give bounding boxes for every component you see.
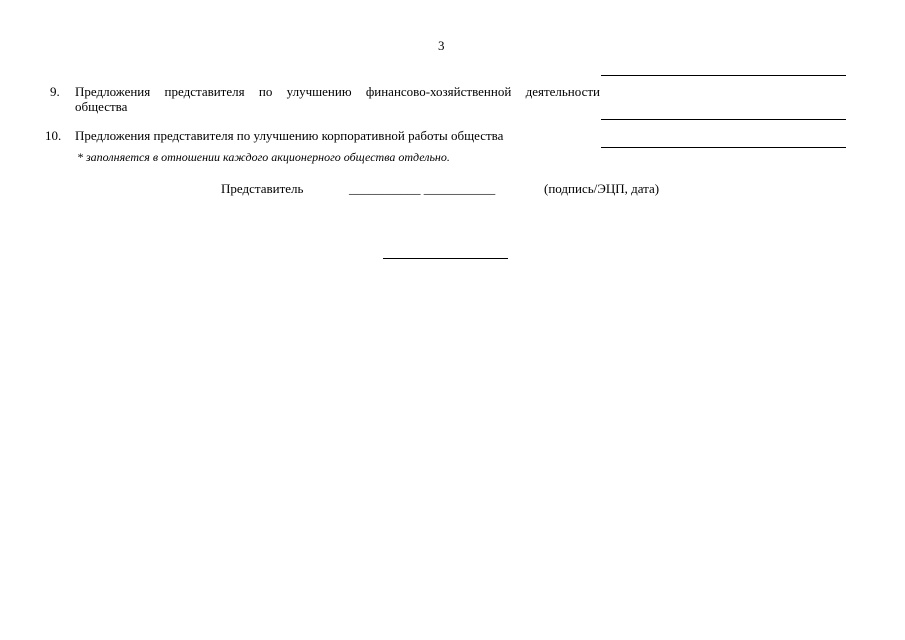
footnote: * заполняется в отношении каждого акционерного общества отдельно. xyxy=(77,150,450,164)
list-item-text xyxy=(75,84,600,114)
list-item-number: 9. xyxy=(50,84,60,99)
list-item-text-line2: общества xyxy=(75,99,128,114)
answer-line-item-9-top xyxy=(601,75,846,76)
answer-line-item-10 xyxy=(601,147,846,148)
list-item-9 xyxy=(50,84,600,114)
list-item-10 xyxy=(45,128,600,143)
answer-line-item-9-bottom xyxy=(601,119,846,120)
signature-label: Представитель xyxy=(221,181,304,196)
page-number: 3 xyxy=(438,38,445,53)
list-item-text: Предложения представителя по улучшению корпоративной работы общества xyxy=(75,128,504,143)
list-item-number: 10. xyxy=(45,128,62,143)
closing-separator-line xyxy=(383,258,508,259)
list-item-text-line1: Предложения представителя по улучшению финансово-хозяйственной деятельности xyxy=(75,84,600,99)
signature-hint: (подпись/ЭЦП, дата) xyxy=(544,181,660,196)
signature-blank: ___________ ___________ xyxy=(349,181,496,196)
